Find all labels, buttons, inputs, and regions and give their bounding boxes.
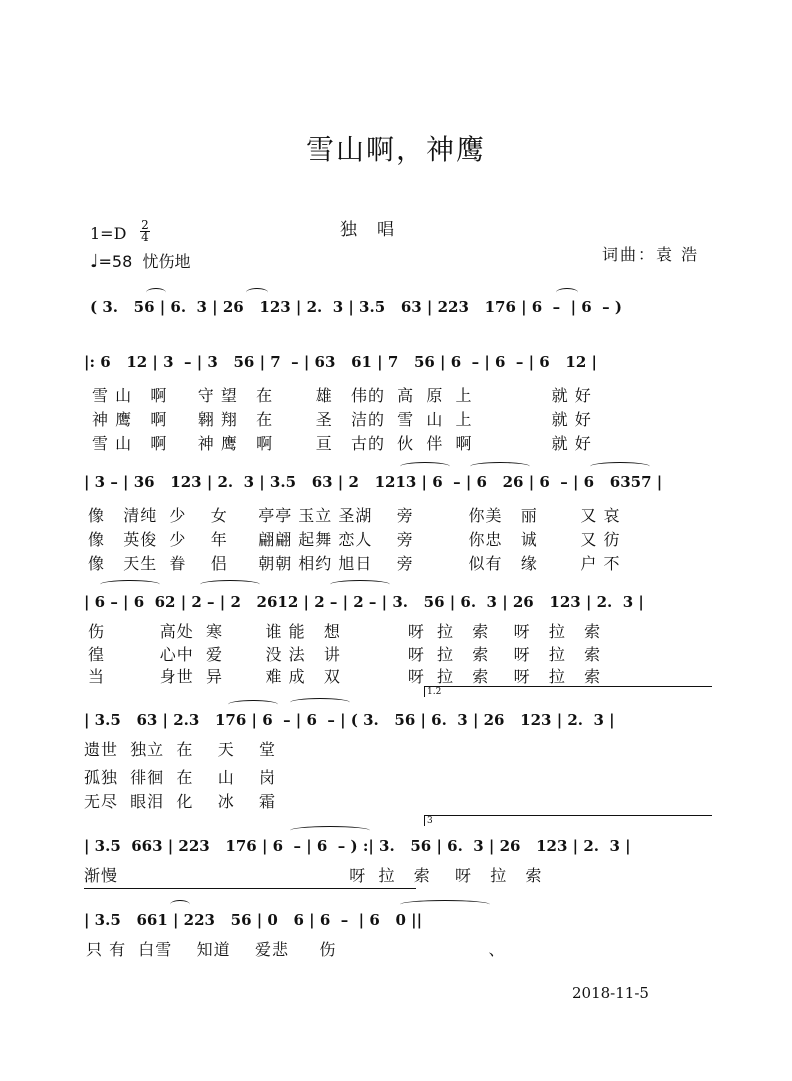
- lyric-line: 徨 心中 爱 没 法 讲 呀 拉 索 呀 拉 索: [88, 645, 602, 664]
- lyric-line: 渐慢 呀 拉 索 呀 拉 索: [84, 866, 543, 885]
- lyric-line: 像 英俊 少 年 翩翩 起舞 恋人 旁 你忠 诚 又 彷: [88, 530, 621, 549]
- slur-mark: [146, 288, 166, 297]
- lyric-line: 伤 高处 寒 谁 能 想 呀 拉 索 呀 拉 索: [88, 622, 602, 641]
- notation-line-2: |: 6 12 | 3 – | 3 56 | 7 – | 63 61 | 7 56 | 6 – | 6 – | 6 12 |: [84, 353, 597, 371]
- slur-mark: [556, 288, 578, 297]
- composer-credit: 词曲：袁 浩: [602, 245, 700, 264]
- time-signature: [140, 220, 150, 243]
- lyric-line: 遗世 独立 在 天 堂: [84, 740, 277, 759]
- time-signature-bottom: 4: [141, 230, 149, 244]
- slur-mark: [400, 900, 490, 909]
- slur-mark: [290, 826, 370, 835]
- song-title: 雪山啊，神鹰: [305, 133, 486, 166]
- date: 2018-11-5: [572, 984, 649, 1002]
- slur-mark: [200, 580, 260, 589]
- slur-mark: [100, 580, 160, 589]
- lyric-line: 雪 山 啊 守 望 在 雄 伟的 高 原 上 就 好: [92, 386, 592, 405]
- slur-mark: [290, 698, 350, 707]
- notation-line-5: | 3.5 63 | 2.3 176 | 6 – | 6 – | ( 3. 56 | 6. 3 | 26 123 | 2. 3 |: [84, 711, 615, 729]
- lyric-line: 无尽 眼泪 化 冰 霜: [84, 792, 277, 811]
- notation-line-4: | 6 – | 6 62 | 2 – | 2 2612 | 2 – | 2 – | 3. 56 | 6. 3 | 26 123 | 2. 3 |: [84, 593, 644, 611]
- slur-mark: [470, 462, 530, 471]
- notation-line-1: ( 3. 56 | 6. 3 | 26 123 | 2. 3 | 3.5 63 | 223 176 | 6 – | 6 – ): [90, 298, 622, 316]
- slur-mark: [228, 700, 278, 709]
- performance-type: 独唱: [340, 220, 414, 240]
- lyric-line: 只 有 白雪 知道 爱悲 伤 、: [86, 940, 506, 959]
- tempo-marking: [90, 249, 190, 272]
- slur-mark: [590, 462, 650, 471]
- notation-line-6: | 3.5 663 | 223 176 | 6 – | 6 – ) :| 3. 56 | 6. 3 | 26 123 | 2. 3 |: [84, 837, 631, 855]
- lyric-line: 孤独 徘徊 在 山 岗: [84, 768, 277, 787]
- slur-mark: [400, 462, 450, 471]
- key-signature: 1=D: [90, 224, 127, 243]
- lyric-line: 神 鹰 啊 翱 翔 在 圣 洁的 雪 山 上 就 好: [92, 410, 592, 429]
- lyric-line: 像 清纯 少 女 亭亭 玉立 圣湖 旁 你美 丽 又 哀: [88, 506, 621, 525]
- volta-bracket-1-2: 1.2: [424, 686, 712, 697]
- slur-mark: [170, 900, 190, 909]
- slur-mark: [246, 288, 268, 297]
- lyric-line: 雪 山 啊 神 鹰 啊 亘 古的 伙 伴 啊 就 好: [92, 434, 592, 453]
- notation-line-3: | 3 – | 36 123 | 2. 3 | 3.5 63 | 2 1213 | 6 – | 6 26 | 6 – | 6 6357 |: [84, 473, 663, 491]
- tempo-value: =58: [98, 252, 133, 271]
- notation-line-7: | 3.5 661 | 223 56 | 0 6 | 6 – | 6 0 ||: [84, 911, 423, 929]
- slur-mark: [330, 580, 390, 589]
- quarter-note-icon: ♩: [90, 251, 99, 272]
- time-signature-top: 2: [141, 218, 149, 232]
- volta-bracket-3: 3: [424, 815, 712, 826]
- expression-marking: 忧伤地: [142, 252, 191, 271]
- lyric-line: 当 身世 异 难 成 双 呀 拉 索 呀 拉 索: [88, 667, 602, 686]
- lyric-line: 像 天生 眷 侣 朝朝 相约 旭日 旁 似有 缘 户 不: [88, 554, 621, 573]
- ritardando-line: [84, 888, 416, 889]
